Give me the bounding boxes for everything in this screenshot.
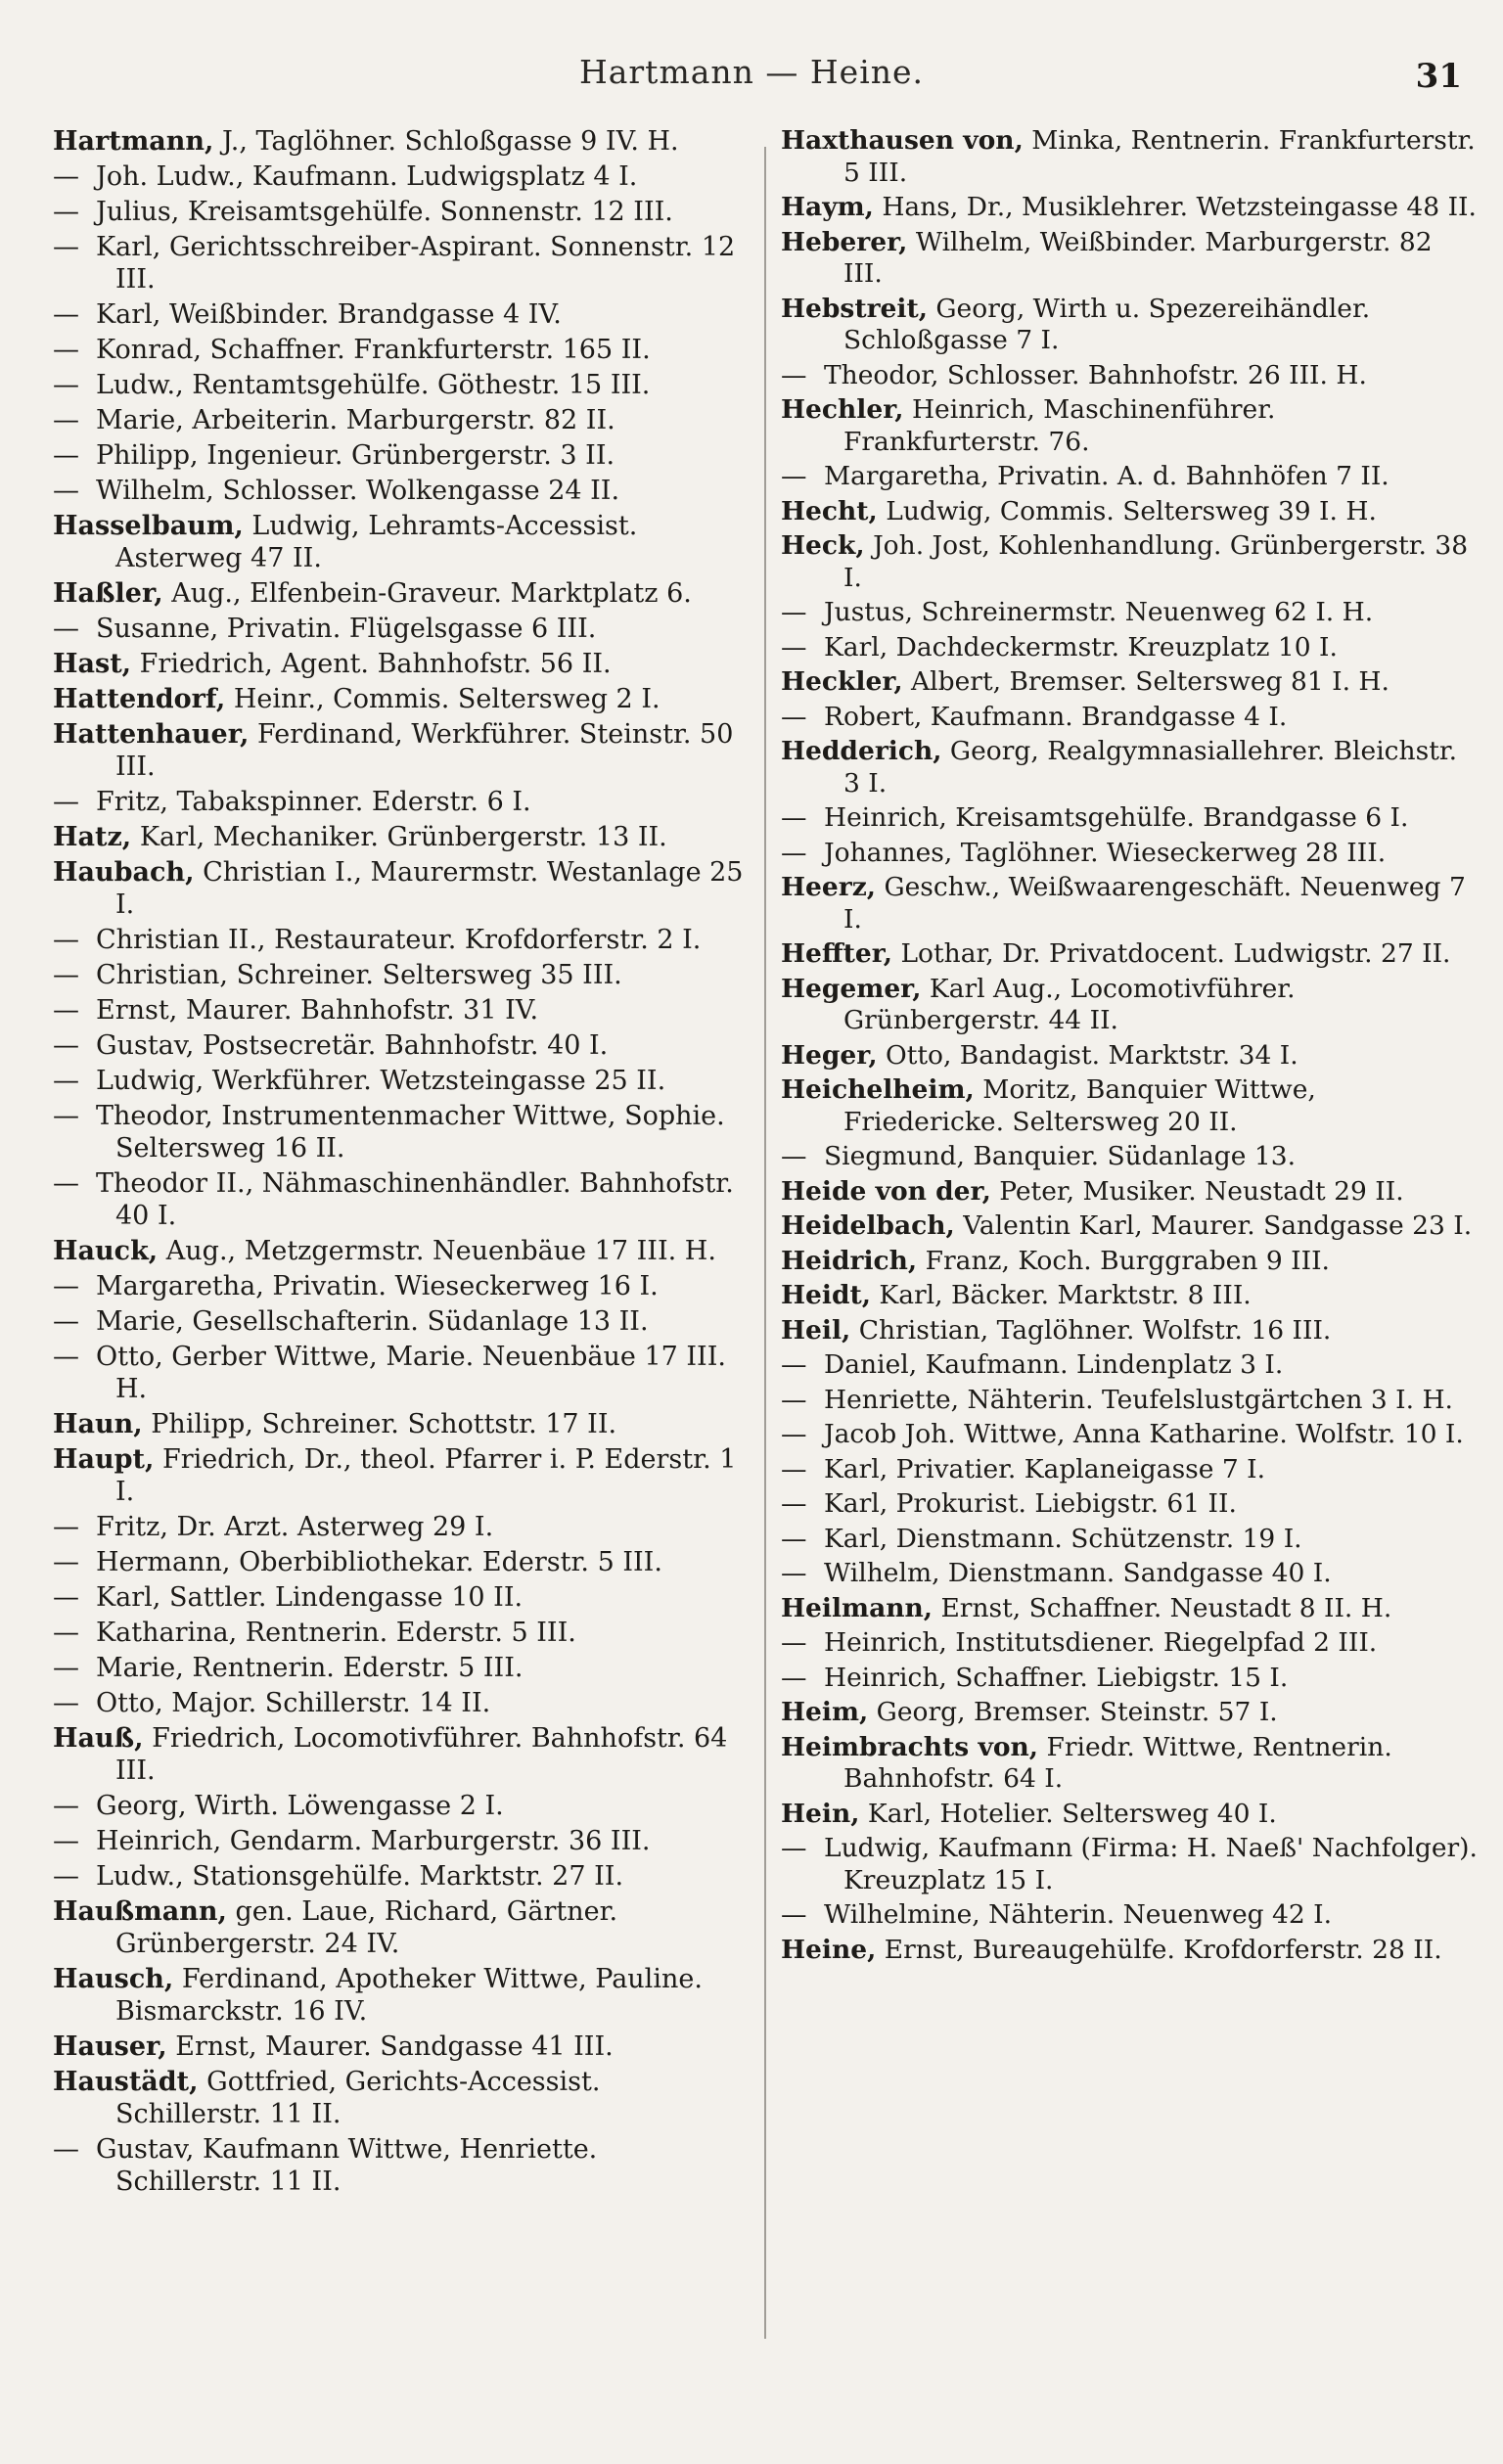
directory-entry <box>53 1825 748 1857</box>
directory-entry <box>781 1593 1478 1625</box>
entry-surname: Heffter, <box>781 938 893 969</box>
entry-details: Aug., Elfenbein-Graveur. Marktplatz 6. <box>171 578 692 609</box>
column-divider <box>764 147 766 2339</box>
directory-entry <box>53 1443 748 1508</box>
ditto-dash: — <box>781 802 807 833</box>
directory-entry <box>53 613 748 645</box>
directory-entry <box>781 360 1478 392</box>
entry-details: Georg, Wirth u. Spezereihändler. Schloßgasse 7 I. <box>843 293 1371 355</box>
entry-details: Julius, Kreisamtsgehülfe. Sonnenstr. 12 III. <box>96 197 673 227</box>
entry-details: Lothar, Dr. Privatdocent. Ludwigstr. 27 II. <box>900 938 1451 969</box>
directory-entry <box>53 1408 748 1440</box>
ditto-dash: — <box>53 925 79 955</box>
entry-surname: Heck, <box>781 530 865 561</box>
directory-entry <box>53 994 748 1027</box>
entry-surname: Heberer, <box>781 226 908 257</box>
directory-entry <box>53 1341 748 1405</box>
ditto-dash: — <box>781 597 807 627</box>
entry-details: Ferdinand, Apotheker Wittwe, Pauline. Bismarckstr. 16 IV. <box>115 1964 703 2027</box>
directory-entry <box>781 394 1478 458</box>
running-head: Hartmann — Heine. <box>578 53 925 91</box>
entry-details: Valentin Karl, Maurer. Sandgasse 23 I. <box>963 1210 1473 1241</box>
directory-entry <box>781 1899 1478 1932</box>
entry-details: Philipp, Ingenieur. Grünbergerstr. 3 II. <box>96 440 615 471</box>
directory-entry <box>53 125 748 158</box>
entry-details: Ludw., Stationsgehülfe. Marktstr. 27 II. <box>96 1861 624 1892</box>
ditto-dash: — <box>781 631 807 662</box>
entry-details: Ernst, Bureaugehülfe. Krofdorferstr. 28 II. <box>884 1934 1442 1965</box>
ditto-dash: — <box>53 1101 79 1131</box>
entry-details: Konrad, Schaffner. Frankfurterstr. 165 II. <box>96 335 651 365</box>
directory-entry <box>781 1040 1478 1072</box>
ditto-dash: — <box>781 1384 807 1415</box>
entry-details: Karl, Dienstmann. Schützenstr. 19 I. <box>824 1523 1302 1554</box>
entry-details: Fritz, Tabakspinner. Ederstr. 6 I. <box>96 787 531 817</box>
directory-entry <box>53 1581 748 1614</box>
directory-entry <box>781 1074 1478 1138</box>
directory-entry <box>53 1546 748 1578</box>
entry-surname: Heimbrachts von, <box>781 1731 1039 1762</box>
ditto-dash: — <box>53 405 79 435</box>
entry-details: Philipp, Schreiner. Schottstr. 17 II. <box>151 1409 617 1439</box>
ditto-dash: — <box>53 1582 79 1613</box>
entry-details: J., Taglöhner. Schloßgasse 9 IV. H. <box>222 126 679 157</box>
entry-details: Ludwig, Commis. Seltersweg 39 I. H. <box>886 495 1377 526</box>
ditto-dash: — <box>53 1271 79 1301</box>
entry-surname: Heckler, <box>781 666 903 697</box>
entry-surname: Haubach, <box>53 857 195 888</box>
ditto-dash: — <box>781 1488 807 1519</box>
right-column <box>781 125 1478 2450</box>
ditto-dash: — <box>53 787 79 817</box>
entry-details: Theodor II., Nähmaschinenhändler. Bahnhofstr. 40 I. <box>96 1168 734 1231</box>
entry-details: Fritz, Dr. Arzt. Asterweg 29 I. <box>96 1512 494 1542</box>
entry-details: Robert, Kaufmann. Brandgasse 4 I. <box>824 701 1288 732</box>
entry-surname: Hattendorf, <box>53 684 226 714</box>
entry-surname: Hebstreit, <box>781 293 928 324</box>
entry-details: Henriette, Nähterin. Teufelslustgärtchen 3 I. H. <box>824 1384 1453 1415</box>
directory-entry <box>53 1305 748 1338</box>
directory-entry <box>781 736 1478 799</box>
left-column <box>53 125 748 2450</box>
entry-details: Wilhelmine, Nähterin. Neuenweg 42 I. <box>824 1899 1333 1930</box>
entry-details: Ludwig, Werkführer. Wetzsteingasse 25 II. <box>96 1066 666 1096</box>
directory-entry <box>53 1235 748 1267</box>
entry-surname: Heide von der, <box>781 1175 991 1207</box>
entry-details: Theodor, Instrumentenmacher Wittwe, Sophie. Seltersweg 16 II. <box>96 1101 725 1164</box>
entry-details: Wilhelm, Dienstmann. Sandgasse 40 I. <box>824 1558 1332 1588</box>
ditto-dash: — <box>53 1618 79 1648</box>
entry-details: Franz, Koch. Burggraben 9 III. <box>925 1245 1330 1276</box>
ditto-dash: — <box>53 299 79 330</box>
ditto-dash: — <box>53 1688 79 1718</box>
directory-entry <box>781 872 1478 935</box>
ditto-dash: — <box>53 1861 79 1892</box>
directory-entry <box>781 1663 1478 1695</box>
entry-details: Karl Aug., Locomotivführer. Grünbergerstr. 44 II. <box>843 973 1296 1035</box>
entry-details: Karl, Gerichtsschreiber-Aspirant. Sonnenstr. 12 III. <box>96 232 736 295</box>
entry-details: Daniel, Kaufmann. Lindenplatz 3 I. <box>824 1349 1284 1380</box>
directory-entry <box>53 1860 748 1893</box>
ditto-dash: — <box>53 197 79 227</box>
entry-details: Christian I., Maurermstr. Westanlage 25 I. <box>115 857 744 920</box>
ditto-dash: — <box>53 1791 79 1821</box>
directory-entry <box>53 1029 748 1062</box>
ditto-dash: — <box>781 701 807 732</box>
entry-surname: Hedderich, <box>781 736 942 766</box>
entry-details: Heinrich, Gendarm. Marburgerstr. 36 III. <box>96 1826 651 1856</box>
entry-details: Joh. Ludw., Kaufmann. Ludwigsplatz 4 I. <box>96 161 638 192</box>
entry-details: Christian II., Restaurateur. Krofdorferstr. 2 I. <box>96 925 702 955</box>
entry-details: Hans, Dr., Musiklehrer. Wetzsteingasse 48 II. <box>882 192 1477 222</box>
entry-details: Marie, Arbeiterin. Marburgerstr. 82 II. <box>96 405 615 435</box>
directory-entry <box>781 1454 1478 1486</box>
entry-details: Ludwig, Kaufmann (Firma: H. Naeß' Nachfolger). Kreuzplatz 15 I. <box>824 1833 1478 1895</box>
entry-details: Hermann, Oberbibliothekar. Ederstr. 5 III. <box>96 1547 662 1577</box>
directory-entry <box>53 298 748 331</box>
directory-entry <box>53 1270 748 1302</box>
entry-details: Friedrich, Dr., theol. Pfarrer i. P. Ederstr. 1 I. <box>115 1444 737 1507</box>
entry-details: Jacob Joh. Wittwe, Anna Katharine. Wolfstr. 10 I. <box>824 1419 1464 1449</box>
entry-surname: Hechler, <box>781 394 904 425</box>
directory-entry <box>781 597 1478 629</box>
entry-details: Heinrich, Maschinenführer. Frankfurterstr. 76. <box>843 394 1276 457</box>
entry-details: Wilhelm, Weißbinder. Marburgerstr. 82 III. <box>843 226 1433 289</box>
directory-entry <box>53 439 748 472</box>
entry-details: Karl, Hotelier. Seltersweg 40 I. <box>867 1798 1277 1829</box>
entry-details: Georg, Wirth. Löwengasse 2 I. <box>96 1791 504 1821</box>
entry-surname: Hattenhauer, <box>53 719 250 750</box>
directory-entry <box>53 1687 748 1719</box>
entry-details: Siegmund, Banquier. Südanlage 13. <box>824 1141 1297 1171</box>
directory-entry <box>53 1100 748 1164</box>
page-number: 31 <box>1415 57 1462 96</box>
directory-entry <box>781 1935 1478 1967</box>
entry-details: Justus, Schreinermstr. Neuenweg 62 I. H. <box>824 597 1374 627</box>
entry-surname: Heidelbach, <box>781 1210 955 1241</box>
ditto-dash: — <box>53 370 79 400</box>
entry-details: Ernst, Schaffner. Neustadt 8 II. H. <box>940 1592 1392 1623</box>
directory-entry <box>53 959 748 991</box>
entry-surname: Heine, <box>781 1934 877 1965</box>
directory-entry <box>781 938 1478 971</box>
entry-surname: Hartmann, <box>53 126 214 157</box>
directory-entry <box>53 683 748 715</box>
directory-entry <box>781 1627 1478 1660</box>
directory-entry <box>781 802 1478 835</box>
entry-details: Joh. Jost, Kohlenhandlung. Grünbergerstr. 38 I. <box>843 530 1469 593</box>
entry-details: Heinr., Commis. Seltersweg 2 I. <box>233 684 660 714</box>
directory-entry <box>53 786 748 818</box>
ditto-dash: — <box>53 1547 79 1577</box>
entry-details: Heinrich, Schaffner. Liebigstr. 15 I. <box>824 1662 1289 1693</box>
entry-details: Friedrich, Locomotivführer. Bahnhofstr. 64 III. <box>115 1723 728 1786</box>
entry-details: Ludwig, Lehramts-Accessist. Asterweg 47 II. <box>115 511 638 573</box>
directory-entry <box>781 227 1478 291</box>
entry-details: Christian, Taglöhner. Wolfstr. 16 III. <box>858 1314 1332 1346</box>
entry-details: Ernst, Maurer. Bahnhofstr. 31 IV. <box>96 995 539 1026</box>
directory-entry <box>781 666 1478 699</box>
directory-entry <box>781 294 1478 357</box>
directory-entry <box>53 2133 748 2198</box>
entry-details: Margaretha, Privatin. Wieseckerweg 16 I. <box>96 1271 659 1301</box>
directory-entry <box>781 1315 1478 1347</box>
ditto-dash: — <box>53 960 79 990</box>
entry-details: Christian, Schreiner. Seltersweg 35 III. <box>96 960 622 990</box>
entry-surname: Haym, <box>781 192 874 222</box>
ditto-dash: — <box>781 461 807 491</box>
entry-details: Marie, Rentnerin. Ederstr. 5 III. <box>96 1653 524 1683</box>
directory-entry <box>53 1652 748 1684</box>
entry-surname: Haustädt, <box>53 2067 199 2097</box>
entry-details: Johannes, Taglöhner. Wieseckerweg 28 III. <box>824 837 1387 868</box>
directory-entry <box>53 856 748 921</box>
entry-surname: Hatz, <box>53 822 132 852</box>
entry-surname: Haßler, <box>53 578 163 609</box>
ditto-dash: — <box>53 614 79 644</box>
directory-entry <box>53 1963 748 2028</box>
directory-entry <box>53 510 748 574</box>
directory-entry <box>53 1511 748 1543</box>
directory-entry <box>781 1280 1478 1312</box>
entry-details: Albert, Bremser. Seltersweg 81 I. H. <box>911 666 1389 697</box>
entry-surname: Hauser, <box>53 2031 167 2062</box>
directory-entry <box>53 196 748 228</box>
ditto-dash: — <box>53 232 79 262</box>
directory-entry <box>781 1833 1478 1896</box>
ditto-dash: — <box>53 995 79 1026</box>
entry-details: Otto, Gerber Wittwe, Marie. Neuenbäue 17 III. H. <box>96 1342 726 1404</box>
directory-entry <box>53 1895 748 1960</box>
ditto-dash: — <box>53 1030 79 1061</box>
entry-details: Gustav, Postsecretär. Bahnhofstr. 40 I. <box>96 1030 609 1061</box>
entry-surname: Heil, <box>781 1314 851 1346</box>
directory-entry <box>781 1176 1478 1209</box>
entry-surname: Haxthausen von, <box>781 125 1024 156</box>
entry-surname: Hegemer, <box>781 973 922 1004</box>
directory-entry <box>781 702 1478 734</box>
ditto-dash: — <box>53 1168 79 1199</box>
directory-entry <box>781 496 1478 528</box>
directory-entry <box>781 530 1478 594</box>
entry-surname: Heidt, <box>781 1280 871 1310</box>
ditto-dash: — <box>53 440 79 471</box>
entry-surname: Hast, <box>53 649 132 679</box>
ditto-dash: — <box>53 476 79 506</box>
entry-surname: Heichelheim, <box>781 1074 975 1105</box>
entry-details: Geschw., Weißwaarengeschäft. Neuenweg 7 I. <box>843 872 1466 935</box>
directory-entry <box>53 1617 748 1649</box>
entry-surname: Hauck, <box>53 1236 159 1266</box>
directory-entry <box>53 2031 748 2063</box>
entry-details: Susanne, Privatin. Flügelsgasse 6 III. <box>96 614 597 644</box>
directory-entry <box>781 461 1478 493</box>
directory-entry <box>53 160 748 193</box>
entry-surname: Haupt, <box>53 1444 155 1475</box>
page-header <box>0 47 1503 96</box>
entry-details: Georg, Realgymnasiallehrer. Bleichstr. 3 I. <box>843 736 1458 799</box>
entry-details: Katharina, Rentnerin. Ederstr. 5 III. <box>96 1618 576 1648</box>
directory-entry <box>781 125 1478 189</box>
entry-details: Friedr. Wittwe, Rentnerin. Bahnhofstr. 64 I. <box>843 1731 1392 1794</box>
entry-details: Karl, Weißbinder. Brandgasse 4 IV. <box>96 299 562 330</box>
directory-entry <box>781 1732 1478 1796</box>
entry-surname: Heerz, <box>781 872 876 902</box>
entry-surname: Heger, <box>781 1039 878 1071</box>
directory-entry <box>53 1722 748 1787</box>
directory-entry <box>781 1141 1478 1173</box>
entry-surname: Hausch, <box>53 1964 174 1994</box>
entry-details: Karl, Sattler. Lindengasse 10 II. <box>96 1582 524 1613</box>
entry-details: Aug., Metzgermstr. Neuenbäue 17 III. H. <box>165 1236 716 1266</box>
ditto-dash: — <box>781 1349 807 1380</box>
directory-entry <box>53 648 748 680</box>
directory-entry <box>53 334 748 366</box>
ditto-dash: — <box>53 1653 79 1683</box>
directory-entry <box>53 821 748 853</box>
entry-details: Margaretha, Privatin. A. d. Bahnhöfen 7 II. <box>824 461 1389 491</box>
ditto-dash: — <box>781 837 807 868</box>
entry-surname: Heilmann, <box>781 1592 934 1623</box>
entry-surname: Heidrich, <box>781 1245 918 1276</box>
entry-details: Friedrich, Agent. Bahnhofstr. 56 II. <box>139 649 612 679</box>
entry-details: Ludw., Rentamtsgehülfe. Göthestr. 15 III. <box>96 370 651 400</box>
entry-details: Heinrich, Institutsdiener. Riegelpfad 2 III. <box>824 1627 1378 1658</box>
directory-entry <box>781 1385 1478 1417</box>
ditto-dash: — <box>781 1453 807 1484</box>
entry-surname: Haußmann, <box>53 1896 227 1927</box>
ditto-dash: — <box>53 335 79 365</box>
entry-details: Otto, Bandagist. Marktstr. 34 I. <box>885 1039 1298 1071</box>
ditto-dash: — <box>781 1899 807 1930</box>
directory-entry <box>781 1210 1478 1243</box>
directory-entry <box>781 1799 1478 1831</box>
directory-entry <box>781 192 1478 224</box>
directory-entry <box>781 974 1478 1037</box>
ditto-dash: — <box>53 1342 79 1372</box>
entry-surname: Heim, <box>781 1697 869 1727</box>
entry-surname: Hein, <box>781 1798 860 1829</box>
ditto-dash: — <box>781 359 807 390</box>
directory-entry <box>53 718 748 783</box>
ditto-dash: — <box>781 1419 807 1449</box>
entry-details: Gustav, Kaufmann Wittwe, Henriette. Schillerstr. 11 II. <box>96 2134 598 2197</box>
entry-details: Georg, Bremser. Steinstr. 57 I. <box>876 1697 1278 1727</box>
ditto-dash: — <box>53 1512 79 1542</box>
directory-entry <box>781 1558 1478 1590</box>
entry-details: Karl, Bäcker. Marktstr. 8 III. <box>879 1280 1252 1310</box>
entry-details: Ernst, Maurer. Sandgasse 41 III. <box>175 2031 614 2062</box>
directory-entry <box>53 369 748 401</box>
directory-entry <box>781 1246 1478 1278</box>
entry-details: gen. Laue, Richard, Gärtner. Grünbergerstr. 24 IV. <box>115 1896 618 1959</box>
entry-details: Karl, Dachdeckermstr. Kreuzplatz 10 I. <box>824 631 1338 662</box>
directory-entry <box>53 404 748 436</box>
ditto-dash: — <box>781 1523 807 1554</box>
ditto-dash: — <box>53 2134 79 2165</box>
ditto-dash: — <box>781 1141 807 1171</box>
entry-details: Theodor, Schlosser. Bahnhofstr. 26 III. H. <box>824 359 1367 390</box>
entry-surname: Hasselbaum, <box>53 511 244 541</box>
ditto-dash: — <box>53 1066 79 1096</box>
entry-details: Peter, Musiker. Neustadt 29 II. <box>999 1175 1404 1207</box>
directory-entry <box>781 632 1478 664</box>
entry-details: Karl, Prokurist. Liebigstr. 61 II. <box>824 1488 1237 1519</box>
directory-entry <box>781 1524 1478 1556</box>
directory-entry <box>53 924 748 956</box>
entry-details: Minka, Rentnerin. Frankfurterstr. 5 III. <box>843 125 1476 188</box>
entry-details: Otto, Major. Schillerstr. 14 II. <box>96 1688 491 1718</box>
directory-entry <box>53 1065 748 1097</box>
entry-details: Wilhelm, Schlosser. Wolkengasse 24 II. <box>96 476 620 506</box>
entry-details: Karl, Mechaniker. Grünbergerstr. 13 II. <box>139 822 667 852</box>
ditto-dash: — <box>781 1627 807 1658</box>
entry-details: Karl, Privatier. Kaplaneigasse 7 I. <box>824 1453 1266 1484</box>
ditto-dash: — <box>53 161 79 192</box>
directory-entry <box>781 1488 1478 1521</box>
directory-entry <box>53 2066 748 2130</box>
directory-entry <box>53 1167 748 1232</box>
directory-entry <box>53 577 748 610</box>
ditto-dash: — <box>781 1833 807 1863</box>
directory-entry <box>53 475 748 507</box>
directory-entry <box>781 1419 1478 1451</box>
directory-entry <box>781 838 1478 870</box>
ditto-dash: — <box>53 1306 79 1337</box>
ditto-dash: — <box>53 1826 79 1856</box>
directory-entry <box>781 1697 1478 1729</box>
entry-details: Marie, Gesellschafterin. Südanlage 13 II. <box>96 1306 649 1337</box>
entry-details: Gottfried, Gerichts-Accessist. Schillerstr. 11 II. <box>115 2067 601 2129</box>
entry-surname: Hecht, <box>781 495 878 526</box>
directory-entry <box>53 1790 748 1822</box>
directory-entry <box>53 231 748 296</box>
entry-details: Heinrich, Kreisamtsgehülfe. Brandgasse 6 I. <box>824 802 1409 833</box>
ditto-dash: — <box>781 1662 807 1693</box>
ditto-dash: — <box>781 1558 807 1588</box>
entry-surname: Haun, <box>53 1409 143 1439</box>
directory-entry <box>781 1349 1478 1382</box>
entry-details: Moritz, Banquier Wittwe, Friedericke. Seltersweg 20 II. <box>843 1074 1316 1137</box>
entry-details: Ferdinand, Werkführer. Steinstr. 50 III. <box>115 719 734 782</box>
entry-surname: Hauß, <box>53 1723 144 1754</box>
